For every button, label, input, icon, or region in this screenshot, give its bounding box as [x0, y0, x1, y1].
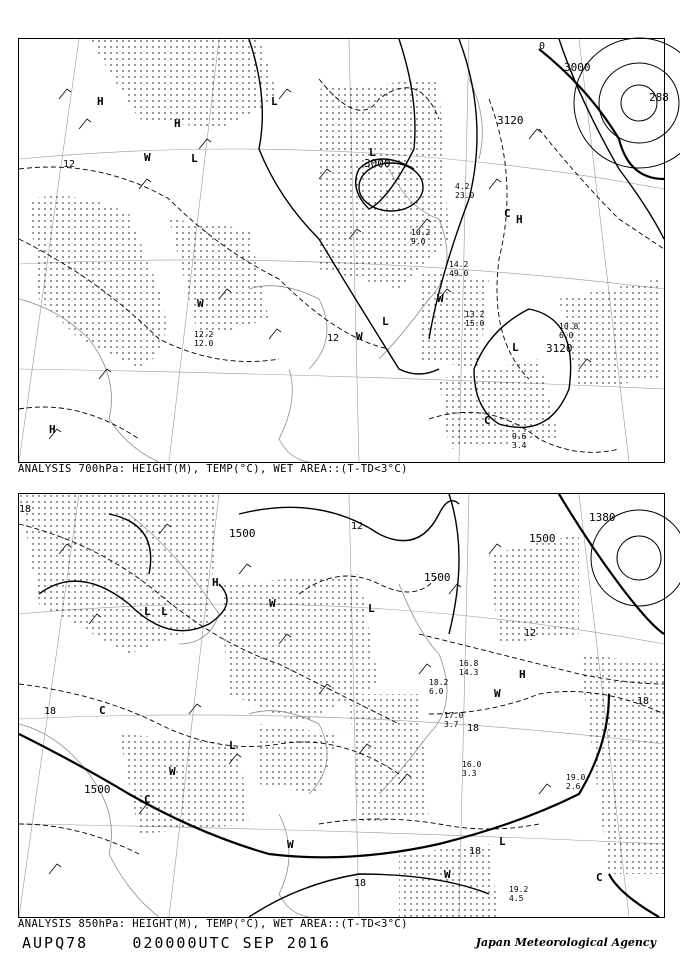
- center-c: C: [504, 207, 511, 220]
- height-label-c: 3120: [497, 114, 524, 127]
- center-w: W: [144, 151, 151, 164]
- map-panel-700hpa: [18, 38, 669, 463]
- center-w: W: [437, 292, 444, 305]
- station-value: 49.0: [449, 269, 469, 278]
- station-value: 3.3: [462, 769, 477, 778]
- center-l: L: [144, 605, 151, 618]
- station-value: 18.2: [429, 678, 449, 687]
- center-h: H: [212, 576, 219, 589]
- center-w: W: [494, 687, 501, 700]
- height-label-c: 1500: [529, 532, 556, 545]
- temp-label-b: 12: [524, 628, 537, 639]
- map-850hpa-svg: [19, 494, 664, 917]
- center-c: C: [144, 793, 151, 806]
- station-value: 10.2: [411, 228, 431, 237]
- station-value: 19.2: [509, 885, 529, 894]
- center-l: L: [382, 315, 389, 328]
- center-h: H: [516, 213, 523, 226]
- center-w: W: [444, 868, 451, 881]
- station-value: 3.4: [512, 441, 527, 450]
- caption-700hpa: ANALYSIS 700hPa: HEIGHT(M), TEMP(°C), WET AREA::(T-TD<3°C): [18, 463, 408, 475]
- temp-label-c: 18: [44, 706, 57, 717]
- temp-label-a: 12: [63, 159, 76, 170]
- agency-credit: Japan Meteorological Agency: [475, 936, 656, 949]
- center-l: L: [368, 602, 375, 615]
- center-h: H: [49, 423, 56, 436]
- station-value: 19.0: [566, 773, 586, 782]
- height-label-b: 3000: [564, 61, 591, 74]
- center-c: C: [484, 414, 491, 427]
- station-value: 14.3: [459, 668, 479, 677]
- temp-label-g: 18: [354, 878, 367, 889]
- temp-label-b: 12: [327, 333, 340, 344]
- station-value: 17.0: [444, 711, 464, 720]
- height-label-d: 3120: [546, 342, 573, 355]
- center-h: H: [174, 117, 181, 130]
- height-label-a: 1500: [229, 527, 256, 540]
- station-value: 15.0: [465, 319, 485, 328]
- center-w: W: [269, 597, 276, 610]
- center-l: L: [369, 146, 376, 159]
- station-value: 12.0: [194, 339, 214, 348]
- height-label-a: 3000: [364, 157, 391, 170]
- valid-time: 020000UTC SEP 2016: [132, 934, 331, 952]
- station-value: 3.7: [444, 720, 459, 729]
- station-value: 12.2: [194, 330, 214, 339]
- station-value: 23.0: [455, 191, 475, 200]
- center-w: W: [287, 838, 294, 851]
- center-l: L: [512, 341, 519, 354]
- height-label-b: 1500: [424, 571, 451, 584]
- wet-area-stipple: [29, 39, 659, 449]
- temp-label-e: 18: [637, 696, 650, 707]
- station-value: 6.0: [429, 687, 444, 696]
- station-value: 16.8: [459, 659, 479, 668]
- center-l: L: [271, 95, 278, 108]
- temp-label-d: 18: [467, 723, 480, 734]
- station-value: 6.0: [559, 331, 574, 340]
- height-label-d: 1500: [84, 783, 111, 796]
- center-l: L: [161, 605, 168, 618]
- chart-header: [22, 934, 331, 952]
- temp-label-c: 0: [539, 41, 546, 52]
- station-value: 4.2: [455, 182, 470, 191]
- chart-code: AUPQ78: [22, 934, 89, 952]
- temp-label-f: 18: [469, 846, 482, 857]
- center-l: L: [191, 152, 198, 165]
- station-value: 2.6: [566, 782, 581, 791]
- height-label-e: 288: [649, 91, 669, 104]
- map-panel-850hpa: [18, 493, 665, 918]
- center-h: H: [519, 668, 526, 681]
- temp-label-a: 12: [351, 521, 364, 532]
- temp-label-h: 18: [19, 504, 32, 515]
- station-value: 14.2: [449, 260, 469, 269]
- height-label-e: 1380: [589, 511, 616, 524]
- station-value: 9.0: [411, 237, 426, 246]
- station-value: 10.8: [559, 322, 579, 331]
- map-700hpa-svg: [19, 39, 669, 462]
- station-value: 16.0: [462, 760, 482, 769]
- center-w: W: [197, 297, 204, 310]
- center-l: L: [229, 739, 236, 752]
- center-c: C: [596, 871, 603, 884]
- station-value: 4.5: [509, 894, 524, 903]
- caption-850hpa: ANALYSIS 850hPa: HEIGHT(M), TEMP(°C), WET AREA::(T-TD<3°C): [18, 918, 408, 930]
- station-value: 13.2: [465, 310, 485, 319]
- center-w: W: [356, 330, 363, 343]
- center-h: H: [97, 95, 104, 108]
- station-value: 9.6: [512, 432, 527, 441]
- center-l: L: [499, 835, 506, 848]
- center-w: W: [169, 765, 176, 778]
- center-c: C: [99, 704, 106, 717]
